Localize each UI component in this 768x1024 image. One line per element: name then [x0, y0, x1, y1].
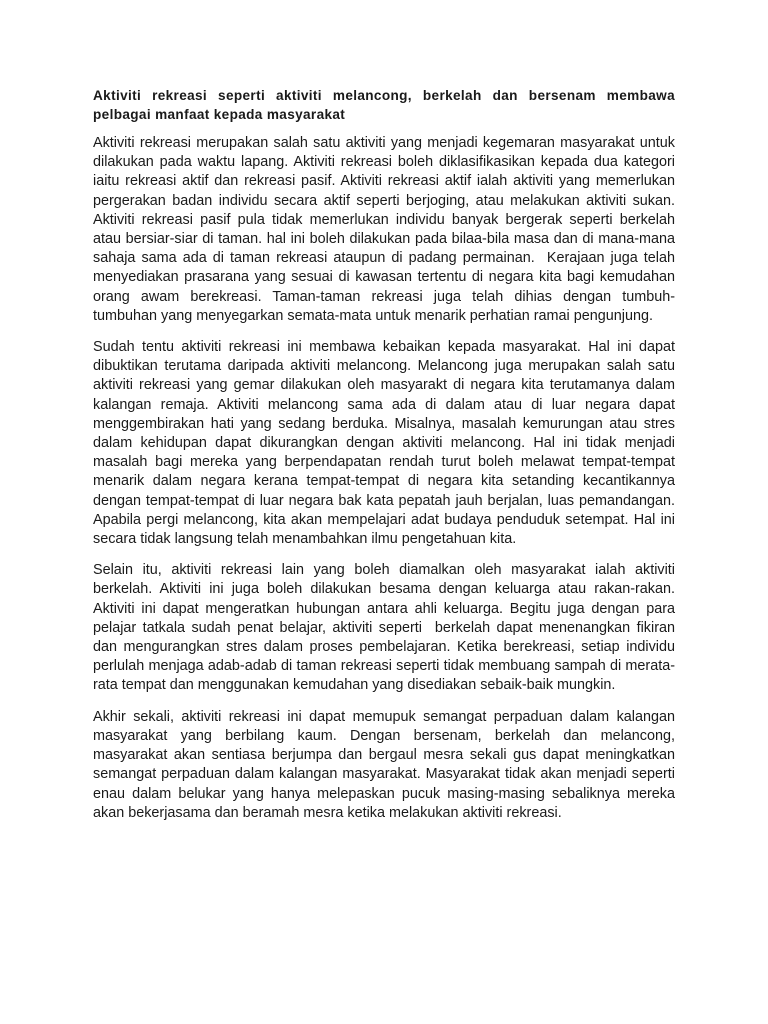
paragraph-3: Selain itu, aktiviti rekreasi lain yang boleh diamalkan oleh masyarakat ialah aktiviti berkelah. Aktiviti ini juga boleh dilakukan besama dengan keluarga atau rakan-rakan. Aktiviti ini dapat mengeratkan hubungan antara ahli keluarga. Begitu juga dengan para pelajar tatkala sudah penat belajar, aktiviti seperti berkelah dapat menenangkan fikiran dan mengurangkan stres dalam proses pembelajaran. Ketika berekreasi, setiap individu perlulah menjaga adab-adab di taman rekreasi seperti tidak membuang sampah di merata-rata tempat dan menggunakan kemudahan yang disediakan sebaik-baik mungkin.	[93, 562, 679, 694]
document-page	[93, 86, 679, 835]
paragraph-2: Sudah tentu aktiviti rekreasi ini membawa kebaikan kepada masyarakat. Hal ini dapat dibuktikan terutama daripada aktiviti melancong. Melancong juga merupakan salah satu aktiviti rekreasi yang gemar dilakukan oleh masyarakt di negara kita terutamanya dalam kalangan remaja. Aktiviti melancong sama ada di dalam atau di luar negara dapat menggembirakan hati yang sedang berduka. Misalnya, masalah kemurungan atau stres dalam kehidupan dapat dikurangkan dengan aktiviti melancong. Hal ini tidak menjadi masalah bagi mereka yang berpendapatan rendah turut boleh melawat tempat-tempat menarik dalam negara kerana tempat-tempat di negara kita setanding kecantikannya dengan tempat-tempat di luar negara bak kata pepatah jauh berjalan, luas pemandangan. Apabila pergi melancong, kita akan mempelajari adat budaya penduduk setempat. Hal ini secara tidak langsung telah menambahkan ilmu pengetahuan kita.	[93, 339, 679, 548]
document-title: Aktiviti rekreasi seperti aktiviti melancong, berkelah dan bersenam membawa pelbagai manfaat kepada masyarakat	[93, 88, 675, 122]
paragraph-4: Akhir sekali, aktiviti rekreasi ini dapat memupuk semangat perpaduan dalam kalangan masyarakat yang berbilang kaum. Dengan bersenam, berkelah dan melancong, masyarakat akan sentiasa berjumpa dan bergaul mesra sekali gus dapat meningkatkan semangat perpaduan dalam kalangan masyarakat. Masyarakat tidak akan menjadi seperti enau dalam belukar yang hanya melepaskan pucuk masing-masing sebaliknya mereka akan bekerjasama dan beramah mesra ketika melakukan aktiviti rekreasi.	[93, 708, 679, 821]
paragraph-1: Aktiviti rekreasi merupakan salah satu aktiviti yang menjadi kegemaran masyarakat untuk dilakukan pada waktu lapang. Aktiviti rekreasi boleh diklasifikasikan kepada dua kategori iaitu rekreasi aktif dan rekreasi pasif. Aktiviti rekreasi aktif ialah aktiviti yang memerlukan pergerakan badan individu secara aktif seperti berjoging, atau melakukan aktiviti sukan. Aktiviti rekreasi pasif pula tidak memerlukan individu banyak bergerak seperti berkelah atau bersiar-siar di taman. hal ini boleh dilakukan pada bilaa-bila masa dan di mana-mana sahaja sama ada di taman rekreasi ataupun di padang permainan. Kerajaan juga telah menyediakan prasarana yang sesuai di kawasan tertentu di negara kita bagi kemudahan orang awam berekreasi. Taman-taman rekreasi juga telah dihias dengan tumbuh-tumbuhan yang menyegarkan semata-mata untuk menarik perhatian ramai pengunjung.	[93, 135, 679, 324]
